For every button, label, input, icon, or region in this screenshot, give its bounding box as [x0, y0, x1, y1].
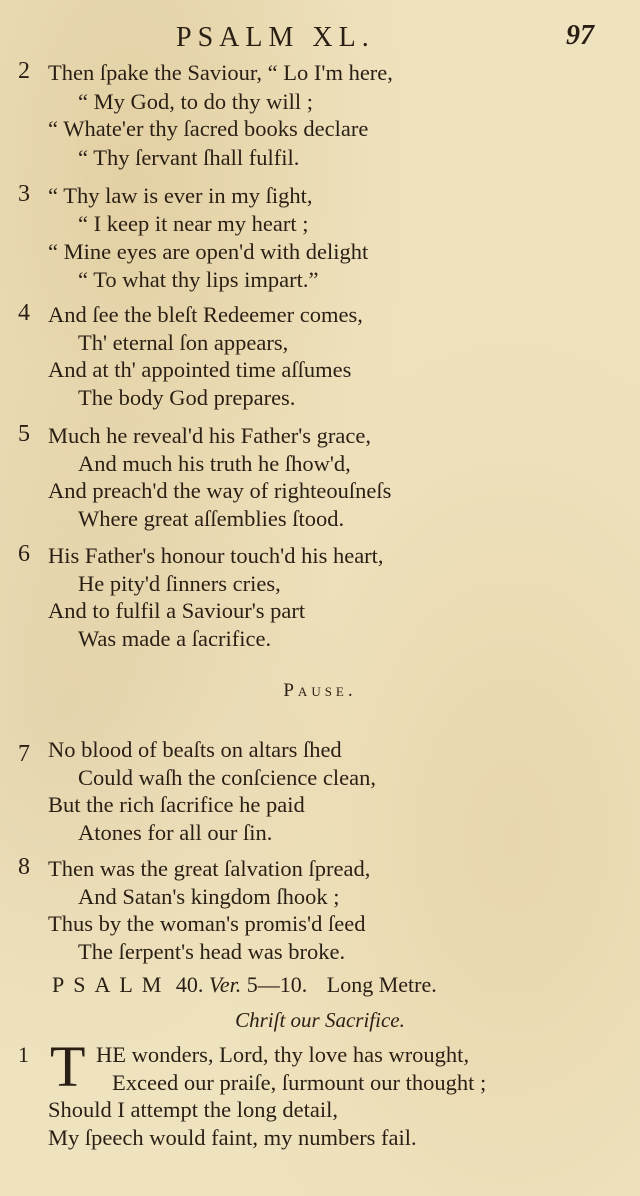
verse-line: Then was the great ſalvation ſpread, [48, 856, 371, 881]
psalm-heading [52, 972, 437, 998]
stanza-number: 3 [18, 181, 30, 207]
verse-line: But the rich ſacrifice he paid [48, 792, 305, 817]
verse-line: My ſpeech would faint, my numbers fail. [48, 1125, 417, 1150]
page-number: 97 [566, 20, 594, 51]
verse-line: And preach'd the way of righteouſneſs [48, 478, 392, 503]
stanza-number: 8 [18, 854, 30, 880]
psalm-heading-title: PSALM [52, 972, 171, 997]
verse-line: His Father's honour touch'd his heart, [48, 543, 384, 568]
page-title: PSALM XL. [176, 22, 375, 53]
verse-line: The ſerpent's head was broke. [78, 939, 346, 964]
verse-line: Exceed our praiſe, ſurmount our thought ; [112, 1070, 487, 1095]
verse-line: “ Thy ſervant ſhall fulfil. [78, 145, 300, 170]
verse-line: HE wonders, Lord, thy love has wrought, [96, 1042, 470, 1067]
verse-line: He pity'd ſinners cries, [78, 571, 281, 596]
stanza-number: 4 [18, 300, 30, 326]
psalm-subtitle: Chriſt our Sacrifice. [235, 1008, 405, 1032]
verse-line: “ I keep it near my heart ; [78, 211, 309, 236]
verse-line: “ Mine eyes are open'd with delight [48, 239, 369, 264]
verse-line: “ Thy law is ever in my ſight, [48, 183, 313, 208]
pause-heading: Pause. [283, 680, 357, 701]
verse-line: Th' eternal ſon appears, [78, 330, 289, 355]
verse-line: Was made a ſacrifice. [78, 626, 272, 651]
stanza-number: 7 [18, 741, 30, 767]
verse-line: The body God prepares. [78, 385, 296, 410]
stanza-number: 1 [18, 1042, 29, 1067]
verse-line: Could waſh the conſcience clean, [78, 765, 377, 790]
stanza-number: 2 [18, 58, 30, 84]
psalm-heading-ver: Ver. [208, 972, 242, 997]
verse-line: Where great aſſemblies ſtood. [78, 506, 345, 531]
psalm-heading-range: 5—10. [246, 972, 308, 997]
verse-line: Atones for all our ſin. [78, 820, 273, 845]
verse-line: Much he reveal'd his Father's grace, [48, 423, 371, 448]
verse-line: And to fulfil a Saviour's part [48, 598, 306, 623]
stanza-number: 5 [18, 421, 30, 447]
verse-line: No blood of beaſts on altars ſhed [48, 737, 342, 762]
verse-line: And at th' appointed time aſſumes [48, 357, 352, 382]
verse-line: “ To what thy lips impart.” [78, 267, 319, 292]
verse-line: “ My God, to do thy will ; [78, 89, 313, 114]
running-head [0, 18, 640, 58]
verse-line: And much his truth he ſhow'd, [78, 451, 351, 476]
verse-line: “ Whate'er thy ſacred books declare [48, 116, 369, 141]
stanza-number: 6 [18, 541, 30, 567]
psalm-heading-number: 40. [175, 972, 204, 997]
psalm-heading-metre: Long Metre. [326, 972, 437, 997]
drop-cap: T [50, 1034, 86, 1099]
verse-line: Then ſpake the Saviour, “ Lo I'm here, [48, 60, 393, 85]
verse-line: And ſee the bleſt Redeemer comes, [48, 302, 363, 327]
verse-line: Should I attempt the long detail, [48, 1097, 338, 1122]
verse-line: And Satan's kingdom ſhook ; [78, 884, 340, 909]
verse-line: Thus by the woman's promis'd ſeed [48, 911, 366, 936]
